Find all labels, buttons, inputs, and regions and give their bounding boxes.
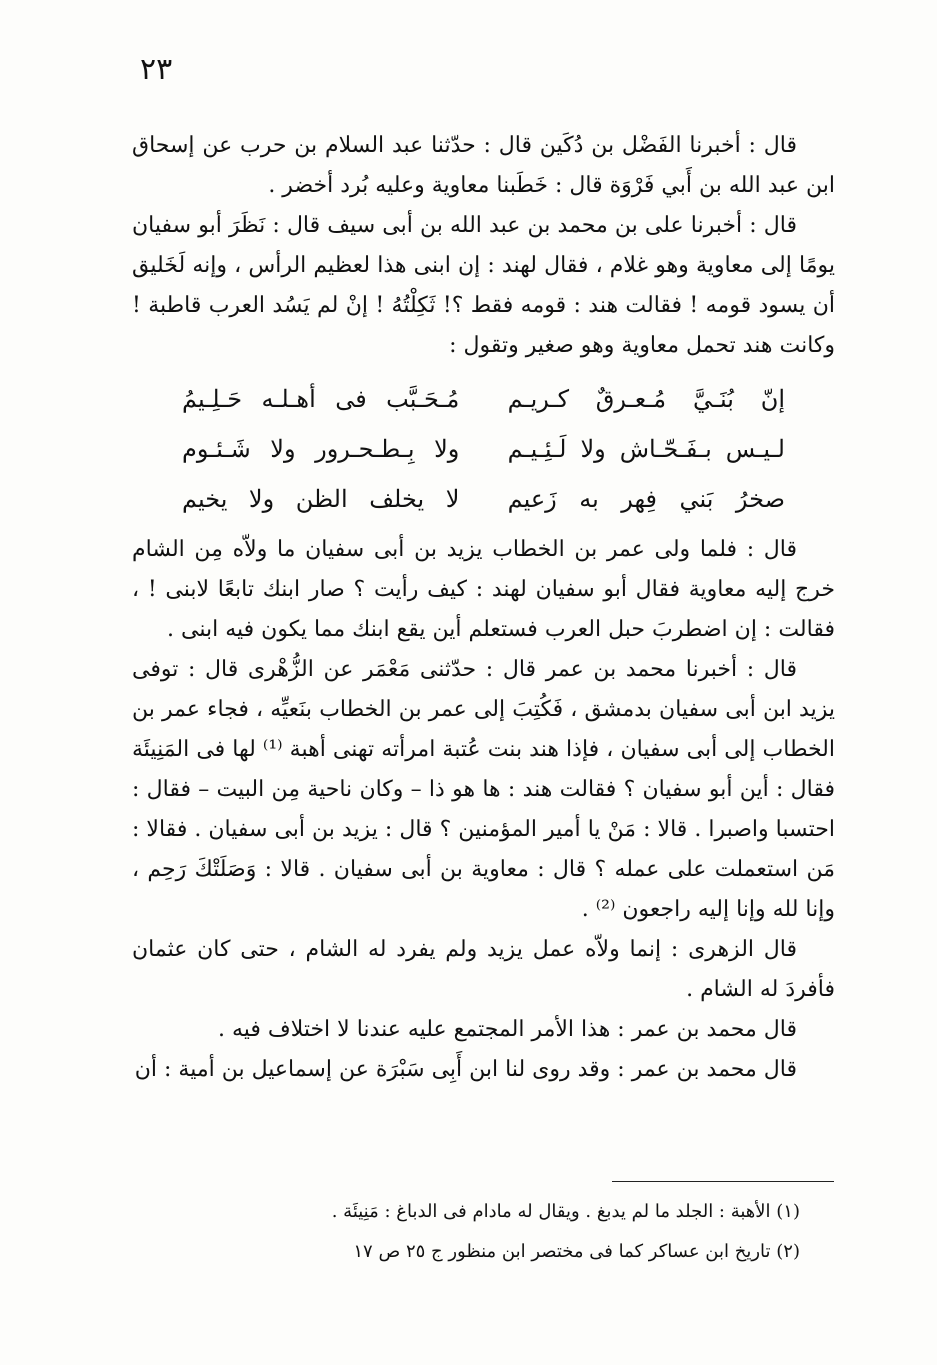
paragraph: قال محمد بن عمر : وقد روى لنا ابن أَبِى سَبْرَة عن إسماعيل بن أمية : أن xyxy=(134,1057,797,1082)
paragraph: قال الزهرى : إنما ولاّه عمل يزيد ولم يفرد له الشام ، حتى كان عثمان فأفردَ له الشام . xyxy=(132,937,835,1002)
page-number: ٢٣ xyxy=(140,52,173,87)
verse-second-hemistich: مُـحَـبَّب فى أهـلـه حَـلِـيمُ xyxy=(182,385,460,413)
footnote: (٢) تاريخ ابن عساكر كما فى مختصر ابن منظور ج ٢٥ ص ١٧ xyxy=(353,1241,800,1262)
poem-verse xyxy=(182,424,785,474)
footnote-separator xyxy=(612,1181,834,1182)
verse-first-hemistich: لـيـس بـفَـحّـاش ولا لَـئِـيـم xyxy=(507,435,785,463)
poem-verse xyxy=(182,374,785,424)
verse-second-hemistich: لا يخلف الظن ولا يخيم xyxy=(182,485,460,513)
paragraph: قال : أخبرنا الفَضْل بن دُكَين قال : حدّثنا عبد السلام بن حرب عن إسحاق ابن عبد الله بن أَبي فَرْوَة قال : خَطَبنا معاوية وعليه بُرد أخضر . xyxy=(132,133,835,198)
verse-first-hemistich: إنّ بُنَـيَّ مُـعـرقٌ كـريـم xyxy=(507,385,785,413)
poem xyxy=(132,374,835,524)
footnote: (١) الأهبة : الجلد ما لم يدبغ . ويقال له مادام فى الدباغ : مَنِيئَة . xyxy=(331,1201,800,1222)
paragraph: قال محمد بن عمر : هذا الأمر المجتمع عليه عندنا لا اختلاف فيه . xyxy=(217,1017,797,1042)
paragraph: قال : أخبرنا محمد بن عمر قال : حدّثنى مَعْمَر عن الزُّهْرى قال : توفى يزيد ابن أبى سفيان بدمشق ، فَكُتِبَ إلى عمر بن الخطاب بنَعيِّه ، فجاء عمر بن الخطاب إلى أبى سفيان ، فإذا هند بنت عُتبة امرأته تهنى أهبة ⁽¹⁾ لها فى المَنِيئَة فقال : أين أبو سفيان ؟ فقالت هند : ها هو ذا – وكان ناحية مِن البيت – فقال : احتسبا واصبرا . قالا : مَنْ يا أمير المؤمنين ؟ قال : يزيد بن أبى سفيان . فقالا : مَن استعملت على عمله ؟ قال : معاوية بن أبى سفيان . قالا : وَصَلَتْكَ رَحِم ، وإنا لله وإنا إليه راجعون ⁽²⁾ . xyxy=(132,657,836,922)
footnotes xyxy=(300,1192,800,1272)
paragraph: قال : أخبرنا على بن محمد بن عبد الله بن أبى سيف قال : نَظَرَ أبو سفيان يومًا إلى معاوية وهو غلام ، فقال لهند : إن ابنى هذا لعظيم الرأس ، وإنه لَخَليق أن يسود قومه ! فقالت هند : قومه فقط ؟! ثَكِلْتُهُ ! إنْ لم يَسُد العرب قاطبة ! وكانت هند تحمل معاوية وهو صغير وتقول : xyxy=(132,213,835,358)
main-text xyxy=(132,126,835,1090)
verse-second-hemistich: ولا بِـطـحـرور ولا شَـئـوم xyxy=(182,435,460,463)
verse-first-hemistich: صخرُ بَني فِهر به زَعيم xyxy=(507,485,785,513)
paragraph: قال : فلما ولى عمر بن الخطاب يزيد بن أبى سفيان ما ولاّه مِن الشام خرج إليه معاوية فقال أبو سفيان لهند : كيف رأيت ؟ صار ابنك تابعًا لابنى ! ، فقالت : إن اضطربَ حبل العرب فستعلم أين يقع ابنك مما يكون فيه ابنى . xyxy=(132,537,835,642)
poem-verse xyxy=(182,474,785,524)
